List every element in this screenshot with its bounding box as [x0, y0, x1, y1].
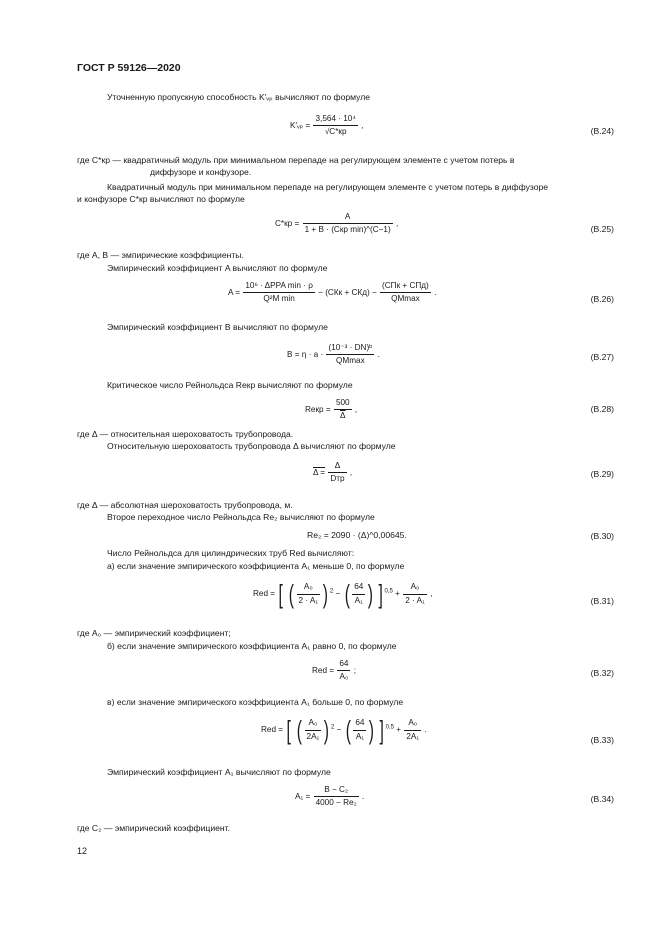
- formula-b33: [261, 717, 427, 743]
- paragraph-red: Число Рейнольдса для цилиндрических труб Red вычисляют:: [107, 548, 355, 558]
- paragraph-kvp: Уточненную пропускную способность K′ᵥₚ вычисляют по формуле: [107, 92, 371, 102]
- formula-b31-exponent2: 2: [329, 588, 334, 595]
- formula-b31-bracket-open: [: [278, 579, 284, 609]
- formula-b28-lhs: Reкр =: [305, 404, 331, 414]
- paragraph-case-c: в) если значение эмпирического коэффициента A₁ больше 0, по формуле: [107, 697, 404, 707]
- formula-b34-fraction: [314, 785, 359, 809]
- formula-b32-tail: ;: [353, 665, 357, 675]
- formula-b29-numerator: Δ: [328, 461, 346, 473]
- formula-b30: Re₂ = 2090 · (Δ)^0,00645.: [307, 530, 407, 540]
- formula-b27-denominator: QMmax: [336, 356, 365, 366]
- formula-b33-exponent2: 2: [331, 724, 335, 731]
- formula-b34: [295, 785, 364, 809]
- paragraph-coef-a1: Эмпирический коэффициент A₁ вычисляют по формуле: [107, 767, 331, 777]
- formula-b31: [253, 581, 432, 607]
- equation-number-b27: (В.27): [590, 352, 614, 362]
- paragraph-relative-roughness: Относительную шероховатость трубопровода Δ вычисляют по формуле: [107, 441, 396, 451]
- equation-number-b31: (В.31): [590, 596, 614, 606]
- page-number: 12: [77, 846, 88, 856]
- formula-b34-lhs: A₁ =: [295, 791, 311, 801]
- formula-b33-tail: .: [424, 725, 427, 735]
- formula-b29: [313, 461, 352, 485]
- formula-b33-lhs: Red =: [261, 725, 284, 735]
- formula-b29-lhs: Δ =: [313, 467, 326, 477]
- formula-b28-fraction: [334, 398, 352, 422]
- formula-b27-lhs: B = η · a ·: [287, 349, 324, 359]
- formula-b25-lhs: C*кр =: [275, 218, 300, 228]
- formula-b27-tail: .: [377, 349, 380, 359]
- formula-b33-paren-close2: ): [369, 715, 375, 745]
- equation-number-b26: (В.26): [590, 294, 614, 304]
- document-header: ГОСТ Р 59126—2020: [77, 62, 181, 74]
- definition-relative-roughness: где Δ — относительная шероховатость трубопровода.: [77, 429, 294, 439]
- paragraph-coef-a: Эмпирический коэффициент A вычисляют по формуле: [107, 263, 328, 273]
- formula-b26-numerator1: 10⁶ · ΔPPA min · ρ: [243, 281, 315, 293]
- formula-b28-denominator: Δ: [340, 411, 346, 421]
- formula-b33-denominator3: 2A₁: [406, 731, 420, 741]
- formula-b33-fraction3: [404, 718, 421, 742]
- formula-b31-fraction1: [297, 582, 321, 606]
- equation-number-b25: (В.25): [590, 224, 614, 234]
- formula-b31-paren-close1: ): [322, 579, 329, 609]
- equation-number-b28: (В.28): [590, 404, 614, 414]
- definition-ckp: [77, 155, 614, 167]
- formula-b31-denominator2: A₁: [354, 595, 363, 605]
- formula-b31-numerator3: A₀: [403, 582, 427, 594]
- formula-b31-exponent05: 0,5: [384, 588, 393, 595]
- formula-b29-fraction: [328, 461, 346, 485]
- equation-number-b24: (В.24): [590, 126, 614, 136]
- formula-b29-tail: ,: [349, 467, 353, 477]
- formula-b33-numerator1: A₀: [305, 718, 322, 730]
- formula-b24-numerator: 3,564 · 10⁴: [313, 114, 357, 126]
- formula-b26-numerator2: (CПк + CПд): [380, 281, 431, 293]
- formula-b33-bracket-open: [: [286, 715, 292, 745]
- formula-b31-fraction3: [403, 582, 427, 606]
- definition-ckp-line1: где C*кр — квадратичный модуль при минимальном перепаде на регулирующем элементе с учетом потерь в: [77, 155, 515, 165]
- formula-b28-tail: ,: [354, 404, 358, 414]
- formula-b24-fraction: [313, 114, 357, 138]
- formula-b31-lhs: Red =: [253, 589, 276, 599]
- paragraph-ckp-line2: и конфузоре C*кр вычисляют по формуле: [77, 194, 245, 204]
- formula-b34-tail: .: [362, 791, 365, 801]
- formula-b32: [312, 659, 356, 683]
- formula-b33-numerator2: 64: [353, 718, 366, 730]
- equation-number-b33: (В.33): [590, 735, 614, 745]
- formula-b33-fraction2: [353, 718, 366, 742]
- equation-number-b34: (В.34): [590, 794, 614, 804]
- formula-b24-tail: ,: [361, 120, 364, 130]
- formula-b26-fraction1: [243, 281, 315, 305]
- formula-b25-fraction: [303, 212, 393, 236]
- paragraph-coef-b: Эмпирический коэффициент B вычисляют по формуле: [107, 322, 328, 332]
- formula-b31-paren-open1: (: [288, 579, 294, 609]
- formula-b32-numerator: 64: [337, 659, 350, 671]
- definition-a-b: где A, B — эмпирические коэффициенты.: [77, 250, 244, 260]
- formula-b27-numerator: (10⁻³ · DN)ᵇ: [326, 343, 374, 355]
- formula-b31-bracket-close: ]: [378, 579, 384, 609]
- formula-b31-paren-close2: ): [368, 579, 374, 609]
- formula-b33-bracket-close: ]: [379, 715, 385, 745]
- formula-b33-plus: +: [396, 725, 402, 735]
- formula-b31-numerator2: 64: [352, 582, 365, 594]
- formula-b26-tail: .: [434, 287, 437, 297]
- formula-b32-lhs: Red =: [312, 665, 335, 675]
- formula-b31-denominator1: 2 · A₁: [298, 595, 319, 605]
- formula-b32-denominator: A₀: [339, 672, 349, 682]
- formula-b31-paren-open2: (: [344, 579, 350, 609]
- formula-b26-denominator2: QMmax: [391, 294, 420, 304]
- formula-b25: [275, 212, 398, 236]
- paragraph-re-critical: Критическое число Рейнольдса Reкр вычисляют по формуле: [107, 380, 353, 390]
- equation-number-b32: (В.32): [590, 668, 614, 678]
- equation-number-b30: (В.30): [590, 531, 614, 541]
- formula-b27: [287, 343, 380, 367]
- formula-b33-paren-open1: (: [296, 715, 302, 745]
- formula-b31-fraction2: [352, 582, 365, 606]
- formula-b33-denominator1: 2A₁: [306, 731, 320, 741]
- equation-number-b29: (В.29): [590, 469, 614, 479]
- formula-b33-numerator3: A₀: [404, 718, 421, 730]
- definition-a0: где A₀ — эмпирический коэффициент;: [77, 628, 231, 638]
- definition-absolute-roughness: где Δ — абсолютная шероховатость трубопровода, м.: [77, 500, 293, 510]
- formula-b24-lhs: K′ᵥₚ =: [290, 120, 311, 130]
- formula-b29-denominator: Dтр: [330, 474, 345, 484]
- formula-b34-numerator: B − C₂: [314, 785, 359, 797]
- formula-b28-numerator: 500: [334, 398, 352, 410]
- formula-b24: [290, 114, 363, 138]
- formula-b26-middle: − (CКк + CКд) −: [318, 287, 377, 297]
- formula-b26-denominator1: Q²M min: [263, 294, 295, 304]
- formula-b31-denominator3: 2 · A₁: [405, 595, 425, 605]
- formula-b31-numerator1: A₀: [297, 582, 321, 594]
- formula-b33-denominator2: A₁: [355, 731, 365, 741]
- formula-b33-fraction1: [305, 718, 322, 742]
- formula-b33-minus: −: [336, 725, 342, 735]
- formula-b31-tail: ,: [430, 589, 433, 599]
- formula-b25-tail: ,: [396, 218, 399, 228]
- paragraph-case-b: б) если значение эмпирического коэффициента A₁ равно 0, по формуле: [107, 641, 397, 651]
- definition-c2: где C₂ — эмпирический коэффициент.: [77, 823, 231, 833]
- formula-b28: [305, 398, 357, 422]
- paragraph-case-a: а) если значение эмпирического коэффициента A₁ меньше 0, по формуле: [107, 561, 405, 571]
- paragraph-re2: Второе переходное число Рейнольдса Re₂ вычисляют по формуле: [107, 512, 375, 522]
- formula-b25-denominator: 1 + B · (Cкр min)^(C−1): [304, 225, 391, 235]
- formula-b31-plus: +: [395, 589, 400, 599]
- definition-ckp-line2: диффузоре и конфузоре.: [150, 167, 252, 177]
- formula-b33-exponent05: 0,5: [385, 724, 395, 731]
- formula-b27-fraction: [326, 343, 374, 367]
- formula-b25-numerator: A: [303, 212, 393, 224]
- formula-b26-lhs: A =: [228, 287, 241, 297]
- paragraph-ckp-line1: Квадратичный модуль при минимальном перепаде на регулирующем элементе с учетом потерь в диффузоре: [107, 182, 549, 192]
- formula-b26: [228, 281, 436, 305]
- formula-b32-fraction: [337, 659, 350, 683]
- formula-b26-fraction2: [380, 281, 431, 305]
- formula-b33-paren-close1: ): [324, 715, 330, 745]
- formula-b31-minus: −: [335, 589, 341, 599]
- formula-b24-denominator: √C*кр: [324, 127, 347, 137]
- formula-b33-paren-open2: (: [345, 715, 351, 745]
- formula-b34-denominator: 4000 − Re₂: [315, 798, 357, 808]
